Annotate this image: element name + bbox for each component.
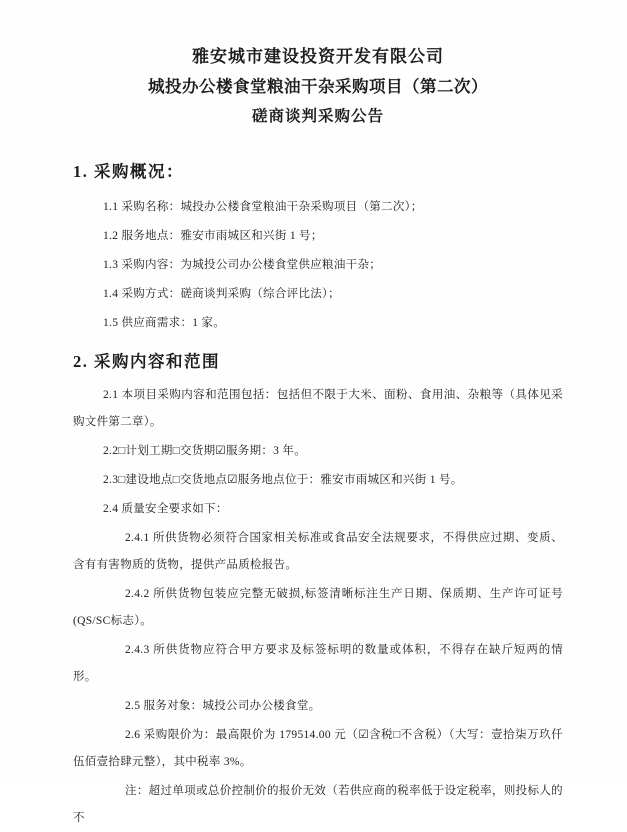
item-2-1-scope: 2.1 本项目采购内容和范围包括：包括但不限于大米、面粉、食用油、杂粮等（具体见采购文件第二章）。: [73, 389, 563, 428]
section-1-heading: 1. 采购概况：: [73, 162, 184, 181]
item-2-4-2-packaging: 2.4.2 所供货物包装应完整无破损,标签清晰标注生产日期、保质期、生产许可证号(QS/SC标志）。: [73, 588, 563, 627]
section-2-heading: 2. 采购内容和范围: [73, 352, 220, 371]
item-1-4-procurement-method: 1.4 采购方式：磋商谈判采购（综合评比法）；: [103, 288, 340, 300]
item-note-invalid-quote: 注：超过单项或总价控制价的报价无效（若供应商的税率低于设定税率，则投标人的不: [73, 785, 563, 824]
doc-title-project: 城投办公楼食堂粮油干杂采购项目（第二次）: [148, 77, 488, 96]
item-2-5-service-target: 2.5 服务对象：城投公司办公楼食堂。: [125, 700, 321, 712]
item-2-4-quality-requirements: 2.4 质量安全要求如下：: [103, 503, 228, 515]
item-1-1-procurement-name: 1.1 采购名称：城投办公楼食堂粮油干杂采购项目（第二次）；: [103, 201, 423, 213]
item-1-3-procurement-content: 1.3 采购内容：为城投公司办公楼食堂供应粮油干杂；: [103, 259, 382, 271]
item-1-2-service-location: 1.2 服务地点：雅安市雨城区和兴街 1 号；: [103, 230, 323, 242]
item-2-2-service-period: 2.2□计划工期□交货期☑服务期：3 年。: [103, 445, 306, 457]
doc-title-company: 雅安城市建设投资开发有限公司: [192, 47, 444, 66]
item-2-4-1-standards: 2.4.1 所供货物必须符合国家相关标准或食品安全法规要求，不得供应过期、变质、含有有害物质的货物，提供产品质检报告。: [73, 532, 563, 571]
item-2-3-service-location: 2.3□建设地点□交货地点☑服务地点位于：雅安市雨城区和兴街 1 号。: [103, 474, 463, 486]
item-2-4-3-quantity: 2.4.3 所供货物应符合甲方要求及标签标明的数量或体积，不得存在缺斤短两的情形。: [73, 644, 563, 683]
item-1-5-supplier-demand: 1.5 供应商需求：1 家。: [103, 317, 226, 329]
item-2-6-price-limit: 2.6 采购限价为：最高限价为 179514.00 元（☑含税□不含税）（大写：壹拾柒万玖仟伍佰壹拾肆元整），其中税率 3%。: [73, 729, 563, 768]
doc-title-announcement-type: 磋商谈判采购公告: [251, 108, 384, 125]
